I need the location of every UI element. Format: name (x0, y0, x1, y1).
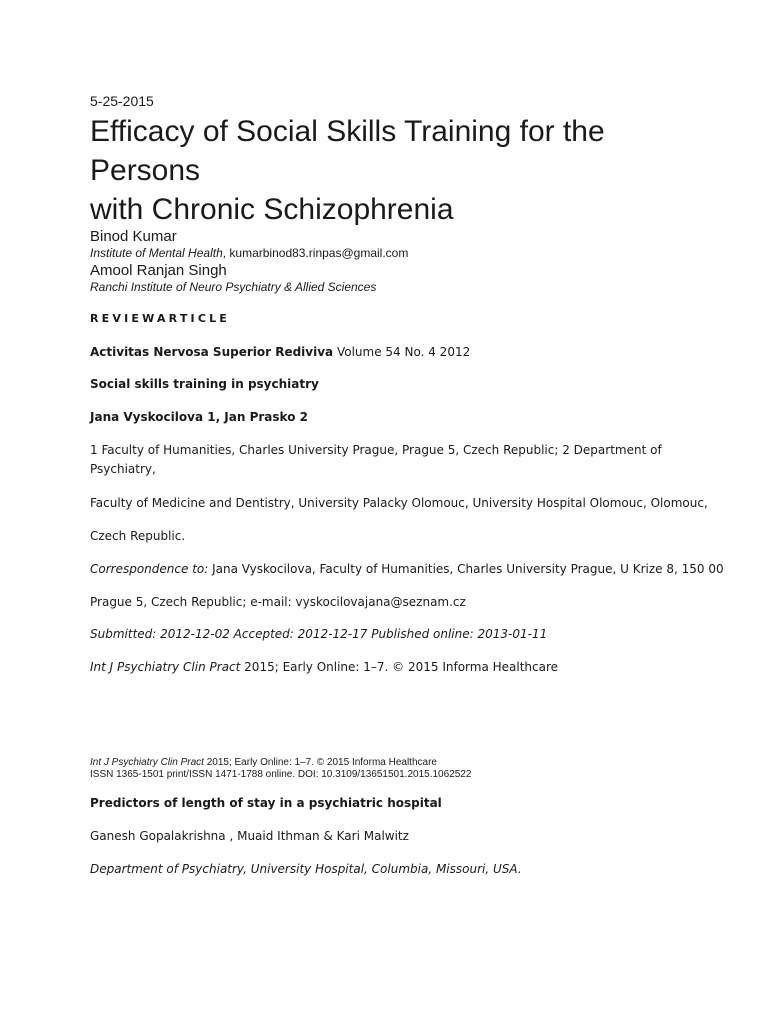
article-title: Social skills training in psychiatry (90, 377, 319, 391)
small-citation-journal: Int J Psychiatry Clin Pract (90, 757, 204, 768)
correspondence-line-2: Prague 5, Czech Republic; e-mail: vyskocilovajana@seznam.cz (90, 595, 466, 609)
author-affiliation-2: Ranchi Institute of Neuro Psychiatry & Allied Sciences (90, 280, 377, 294)
article-affiliation-3: Czech Republic. (90, 529, 186, 543)
article-affiliation-1: 1 Faculty of Humanities, Charles University Prague, Prague 5, Czech Republic; 2 Department of Psychiatry, (90, 443, 662, 476)
article-authors: Jana Vyskocilova 1, Jan Prasko 2 (90, 410, 308, 424)
article2-title: Predictors of length of stay in a psychiatric hospital (90, 796, 442, 810)
correspondence-text: Jana Vyskocilova, Faculty of Humanities, Charles University Prague, U Krize 8, 150 00 (208, 562, 724, 576)
article-affiliation-2: Faculty of Medicine and Dentistry, University Palacky Olomouc, University Hospital Olomouc, Olomouc, (90, 496, 708, 510)
author-name-1: Binod Kumar (90, 228, 177, 245)
correspondence-line (90, 562, 724, 576)
issn-doi-line: ISSN 1365-1501 print/ISSN 1471-1788 online. DOI: 10.3109/13651501.2015.1062522 (90, 769, 472, 780)
author-email: , kumarbinod83.rinpas@gmail.com (222, 246, 409, 260)
citation-details: 2015; Early Online: 1–7. © 2015 Informa Healthcare (240, 660, 559, 674)
correspondence-label: Correspondence to: (90, 562, 209, 576)
journal-line (90, 345, 470, 359)
author-affiliation-1 (90, 246, 408, 260)
affiliation-text: Institute of Mental Health (90, 246, 223, 260)
citation-journal: Int J Psychiatry Clin Pract (90, 660, 241, 674)
small-citation (90, 757, 437, 768)
article-type-label: REVIEWARTICLE (90, 312, 231, 325)
article2-authors: Ganesh Gopalakrishna , Muaid Ithman & Kari Malwitz (90, 829, 409, 843)
title-line-1: Efficacy of Social Skills Training for the (90, 115, 605, 148)
journal-volume: Volume 54 No. 4 2012 (333, 345, 471, 359)
submission-dates: Submitted: 2012-12-02 Accepted: 2012-12-17 Published online: 2013-01-11 (90, 627, 548, 641)
journal-name: Activitas Nervosa Superior Rediviva (90, 345, 334, 359)
citation-line (90, 660, 558, 674)
small-citation-details: 2015; Early Online: 1–7. © 2015 Informa Healthcare (203, 757, 437, 768)
article2-department: Department of Psychiatry, University Hospital, Columbia, Missouri, USA. (90, 862, 522, 876)
title-line-2: Persons (90, 154, 201, 187)
title-line-3: with Chronic Schizophrenia (90, 193, 454, 226)
document-date: 5-25-2015 (90, 93, 154, 109)
author-name-2: Amool Ranjan Singh (90, 262, 227, 279)
document-title (90, 112, 730, 229)
